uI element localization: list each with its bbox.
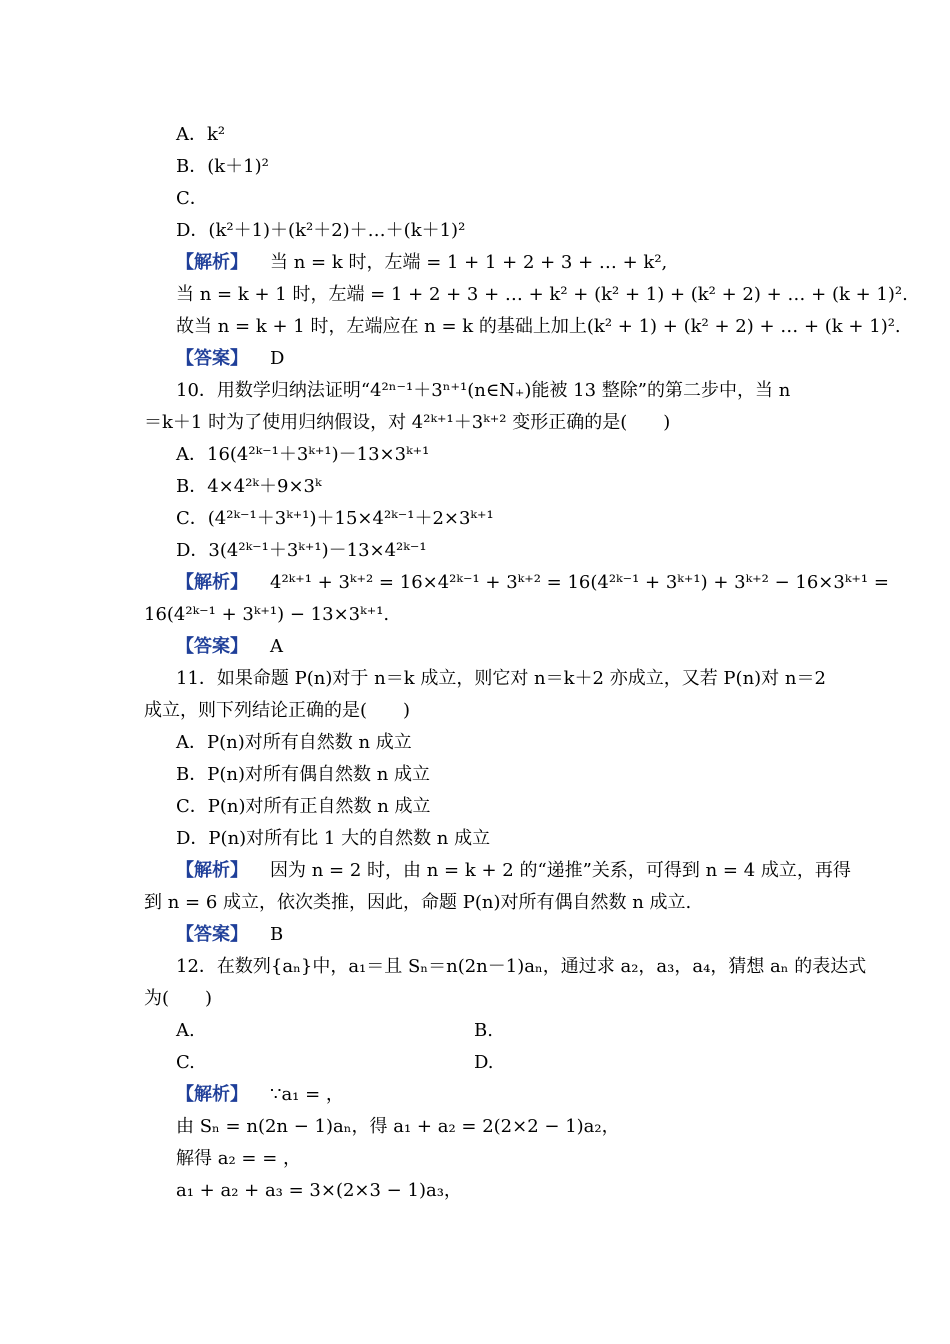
q12-analysis-line1: ∵a₁ = ， (270, 1084, 344, 1105)
q12-analysis (176, 1083, 344, 1107)
q11-analysis-line1: 因为 n = 2 时，由 n = k + 2 的“递推”关系，可得到 n = 4 成立，再得 (270, 860, 851, 881)
q9-option-d: D．(k²＋1)＋(k²＋2)＋…＋(k＋1)² (176, 220, 466, 241)
q11-option-c: C．P(n)对所有正自然数 n 成立 (176, 796, 431, 817)
answer-tag: 【答案】 (176, 348, 248, 369)
analysis-tag: 【解析】 (176, 252, 248, 273)
q10-answer-value: A (270, 636, 283, 657)
q11-option-b: B．P(n)对所有偶自然数 n 成立 (176, 764, 431, 785)
analysis-tag: 【解析】 (176, 572, 248, 593)
q11-option-a: A．P(n)对所有自然数 n 成立 (176, 732, 412, 753)
q11-answer (176, 923, 283, 947)
q9-analysis-line3: 故当 n = k + 1 时，左端应在 n = k 的基础上加上(k² + 1) + (k² + 2) + … + (k + 1)². (176, 316, 901, 337)
q9-analysis (176, 251, 667, 275)
analysis-tag: 【解析】 (176, 1084, 248, 1105)
q10-stem-line2: ＝k＋1 时为了使用归纳假设，对 4²ᵏ⁺¹＋3ᵏ⁺² 变形正确的是( ) (144, 412, 671, 433)
q12-analysis-line4: a₁ + a₂ + a₃ = 3×(2×3 − 1)a₃， (176, 1180, 462, 1201)
q9-analysis-line2: 当 n = k + 1 时，左端 = 1 + 2 + 3 + … + k² + (k² + 1) + (k² + 2) + … + (k + 1)². (176, 284, 908, 305)
q9-option-c: C． (176, 188, 208, 209)
q9-answer (176, 347, 284, 371)
analysis-tag: 【解析】 (176, 860, 248, 881)
q10-option-b: B．4×4²ᵏ＋9×3ᵏ (176, 476, 322, 497)
q11-stem-line2: 成立，则下列结论正确的是( ) (144, 700, 411, 721)
q9-option-a: A．k² (176, 124, 226, 145)
answer-tag: 【答案】 (176, 636, 248, 657)
q9-analysis-line1: 当 n = k 时，左端 = 1 + 1 + 2 + 3 + … + k², (270, 252, 668, 273)
q10-option-c: C．(4²ᵏ⁻¹＋3ᵏ⁺¹)＋15×4²ᵏ⁻¹＋2×3ᵏ⁺¹ (176, 508, 494, 529)
q9-option-b: B．(k＋1)² (176, 156, 269, 177)
q10-answer (176, 635, 283, 659)
q11-stem-line1: 11．如果命题 P(n)对于 n＝k 成立，则它对 n＝k＋2 亦成立，又若 P(n)对 n＝2 (176, 668, 826, 689)
q12-option-b: B. (474, 1020, 493, 1041)
q11-answer-value: B (270, 924, 284, 945)
q11-option-d: D．P(n)对所有比 1 大的自然数 n 成立 (176, 828, 491, 849)
q10-analysis-line1: 4²ᵏ⁺¹ + 3ᵏ⁺² = 16×4²ᵏ⁻¹ + 3ᵏ⁺² = 16(4²ᵏ⁻¹ + 3ᵏ⁺¹) + 3ᵏ⁺² − 16×3ᵏ⁺¹ = (270, 572, 889, 593)
q11-analysis (176, 859, 851, 883)
q10-stem-line1: 10．用数学归纳法证明“4²ⁿ⁻¹＋3ⁿ⁺¹(n∈N₊)能被 13 整除”的第二步中，当 n (176, 380, 791, 401)
q10-option-d: D．3(4²ᵏ⁻¹＋3ᵏ⁺¹)－13×4²ᵏ⁻¹ (176, 540, 427, 561)
q10-analysis (176, 571, 889, 595)
q12-option-d: D. (474, 1052, 494, 1073)
q12-analysis-line2: 由 Sₙ = n(2n − 1)aₙ，得 a₁ + a₂ = 2(2×2 − 1)a₂， (176, 1116, 620, 1137)
q10-option-a: A．16(4²ᵏ⁻¹＋3ᵏ⁺¹)－13×3ᵏ⁺¹ (176, 444, 430, 465)
q12-stem-line2: 为( ) (144, 988, 213, 1009)
q12-analysis-line3: 解得 a₂ = = ， (176, 1148, 301, 1169)
q10-analysis-line2: 16(4²ᵏ⁻¹ + 3ᵏ⁺¹) − 13×3ᵏ⁺¹. (144, 604, 390, 625)
q11-analysis-line2: 到 n = 6 成立，依次类推，因此，命题 P(n)对所有偶自然数 n 成立. (144, 892, 692, 913)
q12-stem-line1: 12．在数列{aₙ}中，a₁＝且 Sₙ＝n(2n－1)aₙ，通过求 a₂，a₃，a₄，猜想 aₙ 的表达式 (176, 956, 867, 977)
q12-option-c: C. (176, 1052, 195, 1073)
q12-option-a: A. (176, 1020, 195, 1041)
answer-tag: 【答案】 (176, 924, 248, 945)
q9-answer-value: D (270, 348, 285, 369)
